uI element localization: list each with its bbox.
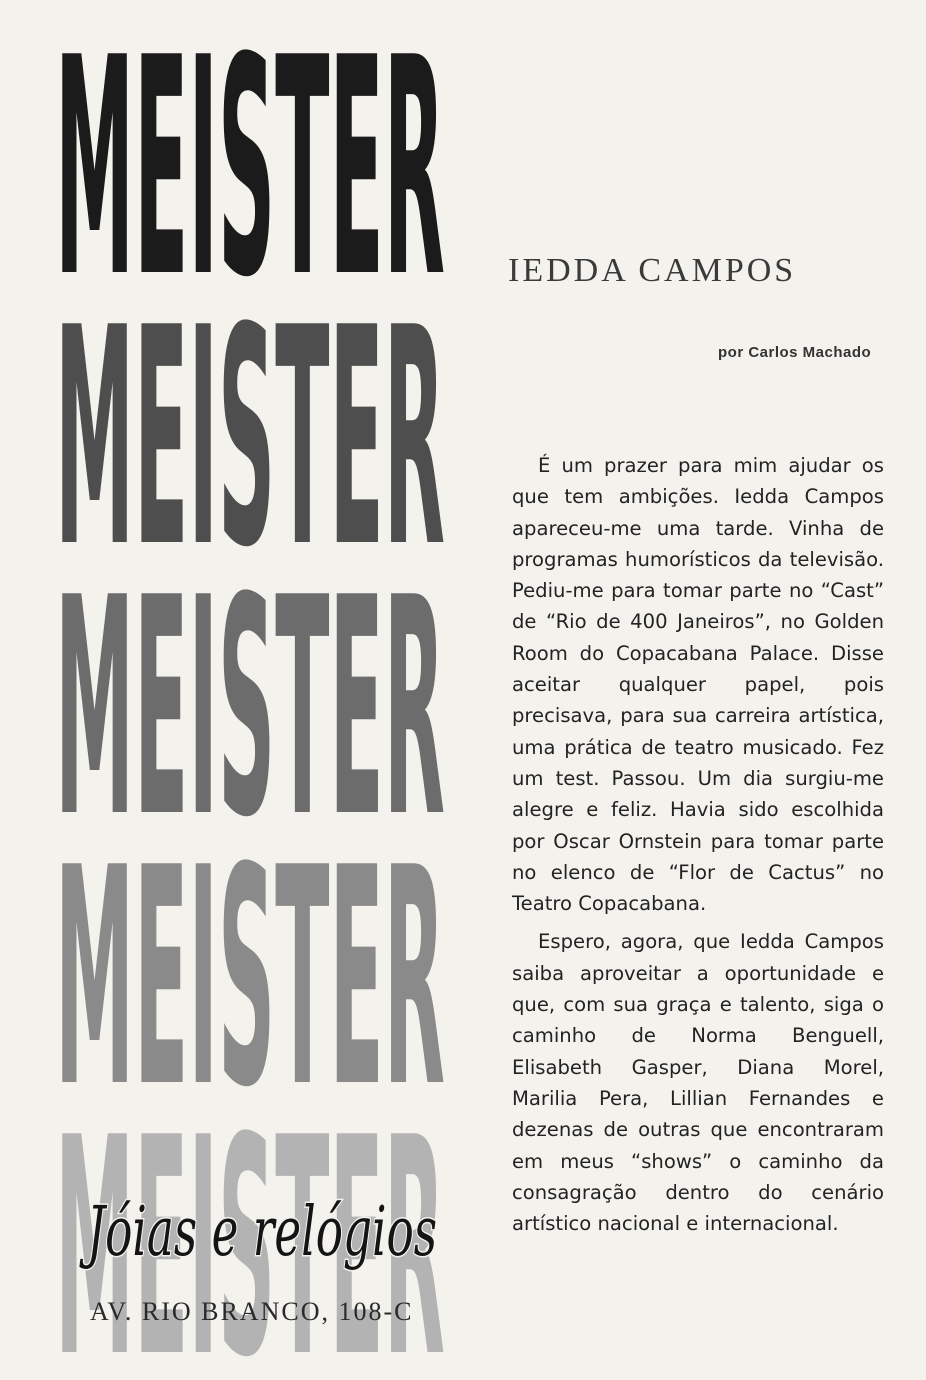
brand-word-4 xyxy=(55,820,450,1090)
article-body xyxy=(512,450,884,1246)
store-address: AV. RIO BRANCO, 108-C xyxy=(90,1297,414,1326)
brand-text: MEISTER xyxy=(55,550,445,820)
script-tagline xyxy=(77,1150,450,1300)
brand-word-1 xyxy=(55,10,450,280)
brand-word-2 xyxy=(55,280,450,550)
brand-text: MEISTER xyxy=(55,1090,445,1360)
meister-advertisement xyxy=(55,10,450,1380)
article-title: IEDDA CAMPOS xyxy=(508,252,797,289)
brand-text: MEISTER xyxy=(55,10,445,280)
tagline-text: Jóias e relógios xyxy=(79,1193,437,1272)
brand-text: MEISTER xyxy=(55,820,445,1090)
brand-text: MEISTER xyxy=(55,280,445,550)
article-paragraph: É um prazer para mim ajudar os que tem ambições. Iedda Campos apareceu-me uma tarde. Vinha de programas humorísticos da televisão. Pediu-me para tomar parte no “Cast” de “Rio de 400 Janeiros”, no Golden Room do Copacabana Palace. Disse aceitar qualquer papel, pois precisava, para sua carreira artística, uma prática de teatro musicado. Fez um test. Passou. Um dia surgiu-me alegre e feliz. Havia sido escolhida por Oscar Ornstein para tomar parte no elenco de “Flor de Cactus” no Teatro Copacabana. xyxy=(512,454,884,916)
article-paragraph: Espero, agora, que Iedda Campos saiba aproveitar a oportunidade e que, com sua graça e talento, siga o caminho de Norma Benguell, Elisabeth Gasper, Diana Morel, Marilia Pera, Lillian Fernandes e dezenas de outras que encontraram em meus “shows” o caminho da consagração dentro do cenário artístico nacional e internacional. xyxy=(512,930,884,1236)
brand-word-3 xyxy=(55,550,450,820)
article-byline: por Carlos Machado xyxy=(718,344,872,361)
